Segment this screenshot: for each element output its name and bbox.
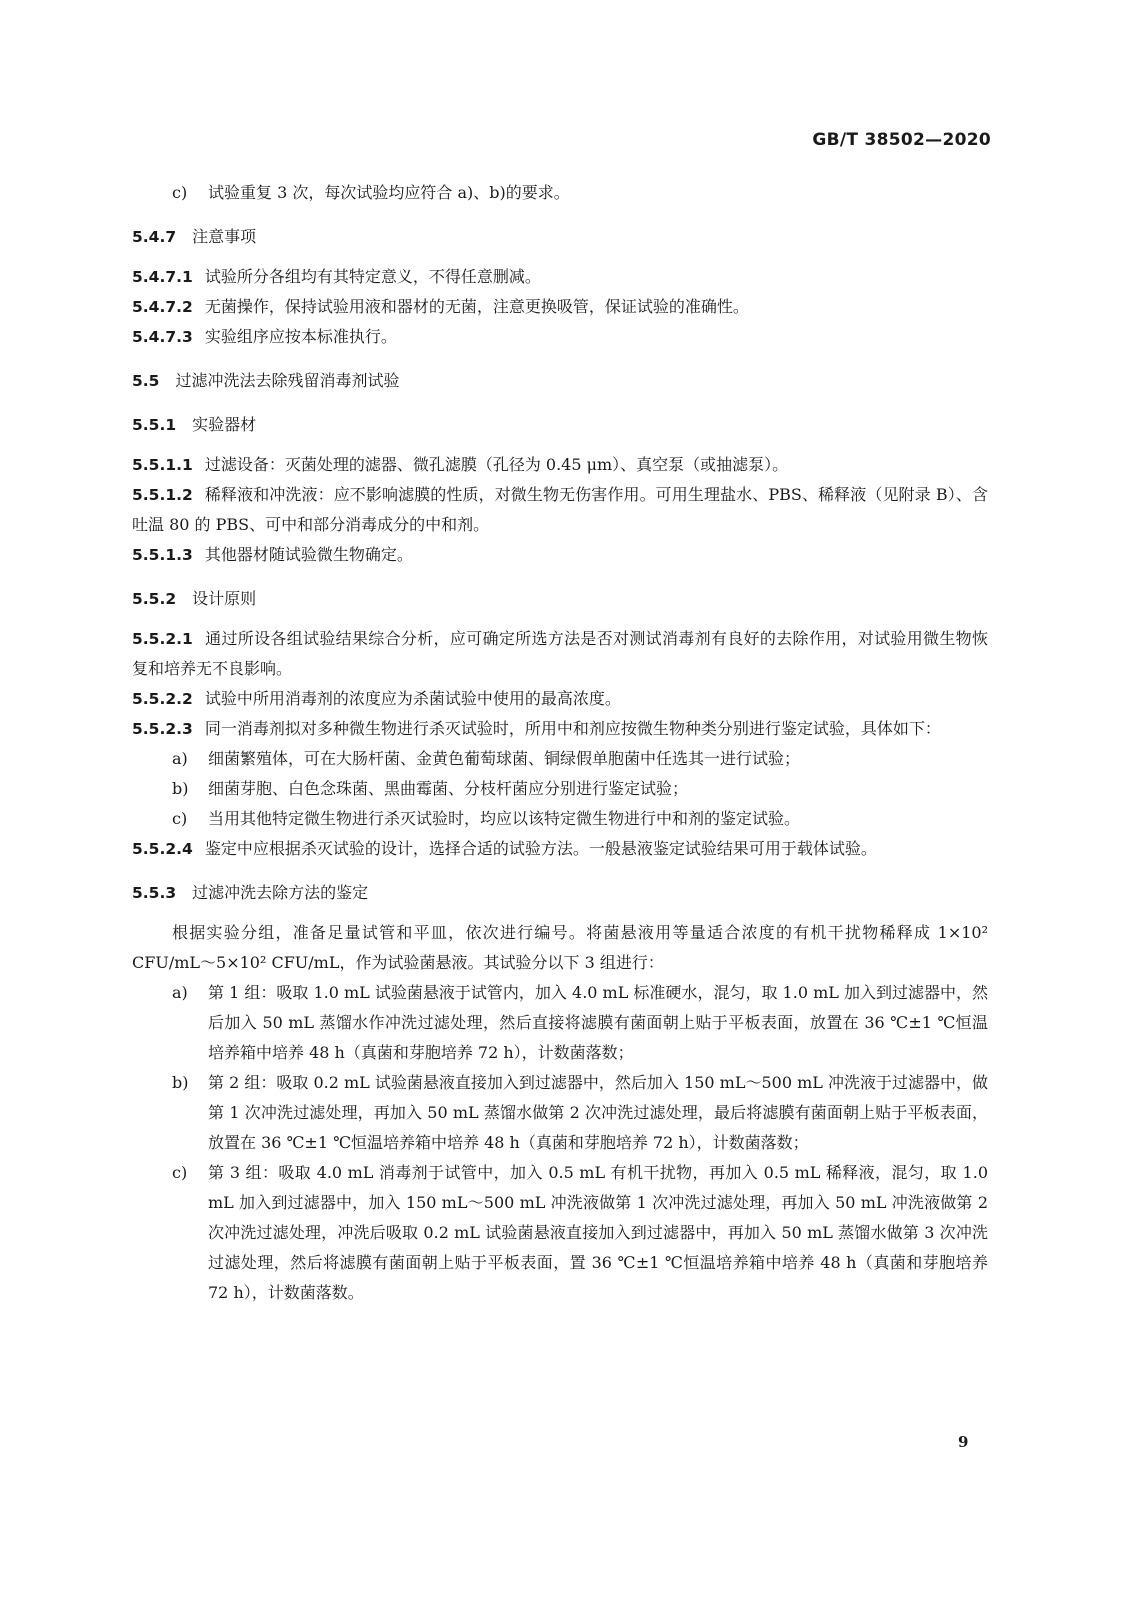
clause-number: 5.5.1 [132, 416, 177, 434]
clause-number: 5.5 [132, 372, 160, 390]
clause-text: 通过所设各组试验结果综合分析，应可确定所选方法是否对测试消毒剂有良好的去除作用，对试验用微生物恢复和培养无不良影响。 [132, 629, 988, 678]
heading-5-5-3 [132, 878, 988, 908]
item-text: 试验重复 3 次，每次试验均应符合 a)、b)的要求。 [208, 183, 570, 202]
clause-number: 5.5.1.2 [132, 486, 193, 504]
clause-number: 5.5.3 [132, 884, 177, 902]
clause-5-5-2-1 [132, 624, 988, 684]
clause-5-4-7-3 [132, 322, 988, 352]
item-label: b) [172, 1073, 189, 1092]
heading-title: 注意事项 [192, 227, 257, 246]
heading-title: 过滤冲洗法去除残留消毒剂试验 [175, 371, 400, 390]
clause-5-4-7-2 [132, 292, 988, 322]
heading-5-5-1 [132, 410, 988, 440]
standard-number: GB/T 38502—2020 [812, 130, 991, 150]
clause-5-4-7-1 [132, 262, 988, 292]
heading-5-4-7 [132, 222, 988, 252]
clause-number: 5.5.2 [132, 590, 177, 608]
clause-5-5-2-2 [132, 684, 988, 714]
clause-5-5-2-3 [132, 714, 988, 744]
item-label: c) [172, 809, 188, 828]
list-item-b-spores [132, 774, 988, 804]
list-item-group-1 [132, 978, 988, 1068]
item-label: a) [172, 983, 188, 1002]
clause-number: 5.4.7.2 [132, 298, 193, 316]
list-item-c-repeat [132, 178, 988, 208]
heading-title: 实验器材 [192, 415, 257, 434]
clause-text: 试验所分各组均有其特定意义，不得任意删减。 [204, 267, 541, 286]
item-text: 第 3 组：吸取 4.0 mL 消毒剂于试管中，加入 0.5 mL 有机干扰物，再加入 0.5 mL 稀释液，混匀，取 1.0 mL 加入到过滤器中，加入 150 mL～500 mL 冲洗液做第 1 次冲洗过滤处理，再加入 50 mL 冲洗液做第 2 次冲洗过滤处理，冲洗后吸取 0.2 mL 试验菌悬液直接加入到过滤器中，再加入 50 mL 蒸馏水做第 3 次冲洗过滤处理，然后将滤膜有菌面朝上贴于平板表面，置 36 ℃±1 ℃恒温培养箱中培养 48 h（真菌和芽胞培养 72 h），计数菌落数。 [208, 1163, 988, 1302]
item-text: 细菌芽胞、白色念珠菌、黑曲霉菌、分枝杆菌应分别进行鉴定试验； [208, 779, 689, 798]
item-text: 第 2 组：吸取 0.2 mL 试验菌悬液直接加入到过滤器中，然后加入 150 mL～500 mL 冲洗液于过滤器中，做第 1 次冲洗过滤处理，再加入 50 mL 蒸馏水做第 2 次冲洗过滤处理，最后将滤膜有菌面朝上贴于平板表面，放置在 36 ℃±1 ℃恒温培养箱中培养 48 h（真菌和芽胞培养 72 h），计数菌落数； [208, 1073, 988, 1152]
list-item-group-3 [132, 1158, 988, 1308]
clause-text: 鉴定中应根据杀灭试验的设计，选择合适的试验方法。一般悬液鉴定试验结果可用于载体试验。 [204, 839, 877, 858]
clause-number: 5.4.7.3 [132, 328, 193, 346]
clause-number: 5.5.2.1 [132, 630, 193, 648]
clause-text: 其他器材随试验微生物确定。 [204, 545, 413, 564]
page-content [132, 178, 988, 1308]
list-item-a-bacteria [132, 744, 988, 774]
item-text: 细菌繁殖体，可在大肠杆菌、金黄色葡萄球菌、铜绿假单胞菌中任选其一进行试验； [208, 749, 801, 768]
clause-text: 过滤设备：灭菌处理的滤器、微孔滤膜（孔径为 0.45 μm）、真空泵（或抽滤泵）。 [204, 455, 789, 474]
clause-number: 5.5.2.4 [132, 840, 193, 858]
clause-text: 同一消毒剂拟对多种微生物进行杀灭试验时，所用中和剂应按微生物种类分别进行鉴定试验，具体如下： [204, 719, 941, 738]
clause-number: 5.4.7.1 [132, 268, 193, 286]
intro-paragraph: 根据实验分组，准备足量试管和平皿，依次进行编号。将菌悬液用等量适合浓度的有机干扰物稀释成 1×10² CFU/mL～5×10² CFU/mL，作为试验菌悬液。其试验分以下 3 组进行： [132, 923, 988, 972]
heading-title: 设计原则 [192, 589, 257, 608]
item-label: a) [172, 749, 188, 768]
item-label: c) [172, 1163, 188, 1182]
clause-text: 实验组序应按本标准执行。 [204, 327, 397, 346]
clause-text: 试验中所用消毒剂的浓度应为杀菌试验中使用的最高浓度。 [204, 689, 621, 708]
clause-5-5-1-3 [132, 540, 988, 570]
list-item-c-specific [132, 804, 988, 834]
heading-title: 过滤冲洗去除方法的鉴定 [192, 883, 369, 902]
item-label: c) [172, 183, 188, 202]
list-item-group-2 [132, 1068, 988, 1158]
clause-5-5-1-1 [132, 450, 988, 480]
clause-number: 5.4.7 [132, 228, 177, 246]
clause-number: 5.5.1.1 [132, 456, 193, 474]
heading-5-5-2 [132, 584, 988, 614]
item-label: b) [172, 779, 189, 798]
clause-5-5-1-2 [132, 480, 988, 540]
clause-number: 5.5.2.2 [132, 690, 193, 708]
clause-number: 5.5.1.3 [132, 546, 193, 564]
heading-5-5 [132, 366, 988, 396]
item-text: 当用其他特定微生物进行杀灭试验时，均应以该特定微生物进行中和剂的鉴定试验。 [208, 809, 801, 828]
clause-text: 稀释液和冲洗液：应不影响滤膜的性质，对微生物无伤害作用。可用生理盐水、PBS、稀释液（见附录 B）、含吐温 80 的 PBS、可中和部分消毒成分的中和剂。 [132, 485, 988, 534]
clause-5-5-2-4 [132, 834, 988, 864]
page-number: 9 [958, 1433, 969, 1451]
clause-text: 无菌操作，保持试验用液和器材的无菌，注意更换吸管，保证试验的准确性。 [204, 297, 749, 316]
clause-number: 5.5.2.3 [132, 720, 193, 738]
item-text: 第 1 组：吸取 1.0 mL 试验菌悬液于试管内，加入 4.0 mL 标准硬水，混匀，取 1.0 mL 加入到过滤器中，然后加入 50 mL 蒸馏水作冲洗过滤处理，然后直接将滤膜有菌面朝上贴于平板表面，放置在 36 ℃±1 ℃恒温培养箱中培养 48 h（真菌和芽胞培养 72 h），计数菌落数； [208, 983, 988, 1062]
